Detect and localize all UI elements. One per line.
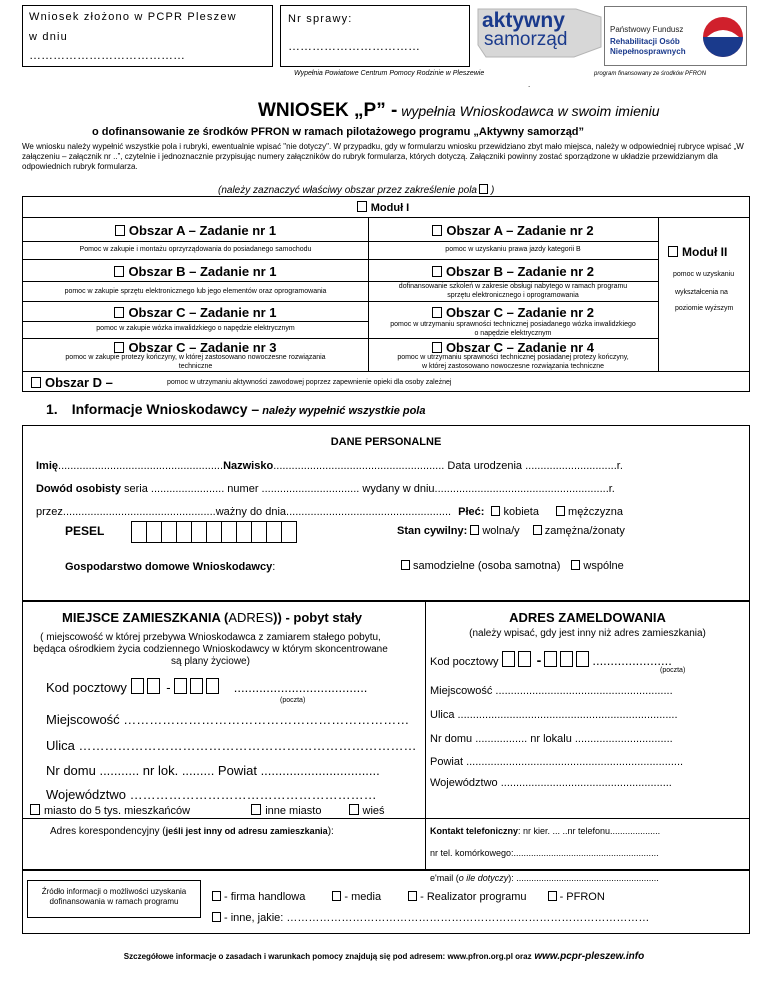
area-c-task4-checkbox[interactable]	[432, 342, 442, 353]
area-c-task3-desc: pomoc w zakupie protezy kończyny, w której zastosowano nowoczesne rozwiązania techniczne	[65, 354, 326, 370]
residence-voivodeship-field[interactable]: Województwo …………………………………………………	[46, 787, 377, 802]
registration-heading: ADRES ZAMELDOWANIA	[509, 610, 666, 625]
postcode-digit[interactable]	[206, 678, 219, 694]
name-field[interactable]: ......................................................	[58, 460, 224, 472]
postcode-digit[interactable]	[518, 651, 531, 667]
registration-county-field[interactable]: Powiat .......................................................................	[430, 756, 684, 768]
household-row[interactable]: samodzielne (osoba samotna) wspólne	[401, 560, 624, 572]
area-b-task1-checkbox[interactable]	[114, 266, 124, 277]
residence-desc: ( miejscowość w której przebywa Wnioskodawca z zamiarem stałego pobytu, będąca ośrodkiem życia codziennego Wnioskodawcy w którym skoncentrowane są plany życiowe)	[33, 632, 388, 667]
pfron-line2: Rehabilitacji Osób	[610, 37, 680, 46]
registration-house-field[interactable]: Nr domu ................. nr lokalu ................................	[430, 733, 673, 745]
area-b-task1[interactable]: Obszar B – Zadanie nr 1	[23, 264, 368, 279]
area-b-task2-checkbox[interactable]	[432, 266, 442, 277]
form-title-italic: wypełnia Wnioskodawca w swoim imieniu	[397, 103, 660, 119]
residence-post-field[interactable]: .....................................	[233, 680, 368, 695]
module2-desc2: wykształcenia na	[675, 289, 728, 296]
area-b-task2-desc: dofinansowanie szkoleń w zakresie obsługi nabytego w ramach programu sprzętu elektronicznego i oprogramowania	[398, 283, 628, 299]
area-c-task3-checkbox[interactable]	[114, 342, 124, 353]
checkbox-example-icon	[479, 184, 488, 194]
form-subtitle: o dofinansowanie ze środków PFRON w ramach pilotażowego programu „Aktywny samorząd”	[92, 126, 585, 138]
town-small-checkbox[interactable]	[30, 804, 40, 815]
civil-married-checkbox[interactable]	[533, 525, 542, 535]
civil-status-row[interactable]: Stan cywilny: wolna/y zamężna/żonaty	[397, 525, 625, 537]
residence-postcode-row[interactable]: Kod pocztowy - .....................................	[46, 680, 368, 695]
area-a-task2-checkbox[interactable]	[432, 225, 442, 236]
personal-data-box	[22, 425, 750, 601]
area-a-task2-desc: pomoc w uzyskaniu prawa jazdy kategorii B	[445, 246, 581, 253]
postcode-digit[interactable]	[502, 651, 515, 667]
modules-table	[22, 196, 750, 392]
area-c-task2-checkbox[interactable]	[432, 307, 442, 318]
postcode-digit[interactable]	[131, 678, 144, 694]
source-pfron-checkbox[interactable]	[548, 891, 557, 901]
area-c-task4-desc: pomoc w utrzymaniu sprawności technicznej posiadanej protezy kończyny, w której zastosowano nowoczesne rozwiązania techniczne	[397, 354, 629, 370]
postcode-digit[interactable]	[174, 678, 187, 694]
residence-street-field[interactable]: Ulica ……………………………………………………………………	[46, 738, 417, 753]
civil-single-checkbox[interactable]	[470, 525, 479, 535]
module1-checkbox[interactable]	[357, 201, 367, 212]
birthdate-field[interactable]: Data urodzenia ..............................r.	[444, 460, 623, 472]
submitted-label: Wniosek złożono w PCPR Pleszew	[29, 11, 237, 23]
area-c-task4[interactable]: Obszar C – Zadanie nr 4	[368, 340, 658, 355]
sex-female-checkbox[interactable]	[491, 506, 500, 516]
personal-heading: DANE PERSONALNE	[330, 436, 442, 448]
source-label: Źródło informacji o możliwości uzyskania dofinansowania w ramach programu	[41, 887, 187, 906]
residence-post-caption: (poczta)	[280, 697, 306, 704]
footer-link[interactable]: www.pcpr-pleszew.info	[531, 951, 645, 962]
case-number-field[interactable]: ……………………………	[288, 39, 420, 53]
area-c-task3[interactable]: Obszar C – Zadanie nr 3	[23, 340, 368, 355]
issued-row[interactable]: przez..................................................ważny do dnia...................................................... Płeć: kobieta mężczyzna	[36, 506, 624, 518]
area-c-task2[interactable]: Obszar C – Zadanie nr 2	[368, 305, 658, 320]
registration-post-caption: (poczta)	[660, 667, 686, 674]
residence-heading: MIEJSCE ZAMIESZKANIA (ADRES)) - pobyt stały	[62, 610, 363, 625]
area-c-task1[interactable]: Obszar C – Zadanie nr 1	[23, 305, 368, 320]
area-d[interactable]: Obszar D –	[31, 375, 113, 390]
section1-heading: 1. Informacje Wnioskodawcy – należy wypełnić wszystkie pola	[46, 401, 426, 417]
source-realizator-checkbox[interactable]	[408, 891, 417, 901]
registration-city-field[interactable]: Miejscowość ..........................................................	[430, 685, 673, 697]
postcode-digit[interactable]	[544, 651, 557, 667]
postcode-digit[interactable]	[560, 651, 573, 667]
area-c-task2-desc: pomoc w utrzymaniu sprawności technicznej posiadanego wózka inwalidzkiego o napędzie elektrycznym	[390, 321, 636, 337]
id-row[interactable]: Dowód osobisty seria ........................ numer ................................ wydany w dniu.........................................................r.	[36, 483, 615, 495]
pfron-emblem-icon	[701, 15, 745, 59]
source-media-checkbox[interactable]	[332, 891, 341, 901]
surname-field[interactable]: ........................................................	[273, 460, 445, 472]
registration-voivodeship-field[interactable]: Województwo ........................................................	[430, 777, 672, 789]
area-a-task1-desc: Pomoc w zakupie i montażu oprzyrządowania do posiadanego samochodu	[79, 246, 312, 253]
id-series-field[interactable]: seria ........................ numer ................................ wydany w dniu.........................................................r.	[120, 483, 615, 495]
correspondence-label: Adres korespondencyjny (jeśli jest inny od adresu zamieszkania):	[50, 826, 334, 837]
footer: Szczegółowe informacje o zasadach i warunkach pomocy znajdują się pod adresem: www.pfron.org.pl oraz www.pcpr-pleszew.info	[123, 951, 645, 962]
registration-street-field[interactable]: Ulica ........................................................................	[430, 709, 678, 721]
module2-checkbox[interactable]	[668, 246, 678, 257]
area-c-task1-checkbox[interactable]	[114, 307, 124, 318]
logo-text-samorzad: samorząd	[484, 29, 568, 50]
aktywny-samorzad-logo	[476, 7, 596, 52]
source-other-checkbox[interactable]	[212, 912, 221, 922]
module1-option[interactable]: Moduł I	[23, 201, 743, 214]
postcode-digit[interactable]	[576, 651, 589, 667]
source-label-box	[27, 880, 201, 918]
pesel-label: PESEL	[65, 524, 105, 538]
area-a-task2[interactable]: Obszar A – Zadanie nr 2	[368, 223, 658, 238]
source-other-row[interactable]: - inne, jakie: ………………………………………………………………………………………	[212, 912, 649, 924]
area-b-task1-desc: pomoc w zakupie sprzętu elektronicznego lub jego elementów oraz oprogramowania	[64, 288, 327, 295]
household-alone-checkbox[interactable]	[401, 560, 410, 570]
source-other-field[interactable]: ………………………………………………………………………………………	[283, 912, 650, 924]
postcode-digit[interactable]	[190, 678, 203, 694]
area-b-task2[interactable]: Obszar B – Zadanie nr 2	[368, 264, 658, 279]
mark-note: (należy zaznaczyć właściwy obszar przez zakreślenie pola )	[218, 185, 495, 196]
intro-text: We wniosku należy wypełnić wszystkie pola i rubryki, ewentualnie wpisać "nie dotyczy". W przypadku, gdy w formularzu wniosku przewidziano zbyt mało miejsca, należy w odpowiedniej rubryce wpisać „W załączeniu – załącznik nr ..”, czytelnie i jednoznacznie przypisując numery załączników do rubryk formularza, których dotyczą. Załączniki powinny zostać sporządzone w układzie przewidzianym dla odpowiednich rubryk formularza.	[22, 142, 744, 171]
separator-dot: .	[528, 80, 531, 89]
residence-city-field[interactable]: Miejscowość …………………………………………………………	[46, 712, 410, 727]
case-label: Nr sprawy:	[288, 13, 353, 25]
date-field[interactable]: …………………………………	[29, 48, 185, 62]
pfron-logo	[604, 6, 747, 66]
name-row[interactable]: Imię......................................................Nazwisko........................................................ Data urodzenia ..............................r.	[36, 460, 623, 472]
program-note: program finansowany ze środków PFRON	[594, 71, 707, 77]
area-a-task1-checkbox[interactable]	[115, 225, 125, 236]
filled-by-note: Wypełnia Powiatowe Centrum Pomocy Rodzinie w Pleszewie	[294, 70, 485, 77]
village-checkbox[interactable]	[349, 804, 359, 815]
residence-house-field[interactable]: Nr domu ........... nr lok. ......... Powiat .................................	[46, 763, 380, 778]
logo-text-aktywny: aktywny	[482, 9, 565, 32]
registration-post-field[interactable]: ......................	[592, 653, 672, 668]
module2-desc1: pomoc w uzyskaniu	[673, 271, 735, 278]
form-title-main: WNIOSEK „P” -	[258, 100, 398, 121]
pesel-field[interactable]	[132, 521, 297, 548]
day-label: w dniu	[29, 31, 68, 43]
issued-by-field[interactable]: przez..................................................ważny do dnia......................................................	[36, 506, 452, 518]
area-a-task1[interactable]: Obszar A – Zadanie nr 1	[23, 223, 368, 238]
area-c-task1-desc: pomoc w zakupie wózka inwalidzkiego o napędzie elektrycznym	[96, 325, 295, 332]
submission-box	[22, 5, 273, 67]
registration-postcode-row[interactable]: Kod pocztowy - ......................	[430, 652, 672, 668]
source-firm-checkbox[interactable]	[212, 891, 221, 901]
mobile-field[interactable]: nr tel. komórkowego:..........................................................	[430, 848, 659, 858]
module2-desc3: poziomie wyższym	[675, 305, 734, 312]
case-number-box	[280, 5, 470, 67]
source-options-row[interactable]: - firma handlowa - media - Realizator programu - PFRON	[212, 891, 605, 903]
locality-type-row[interactable]: miasto do 5 tys. mieszkańców inne miasto wieś	[30, 804, 385, 817]
area-d-checkbox[interactable]	[31, 377, 41, 388]
pfron-line1: Państwowy Fundusz	[610, 25, 684, 34]
phone-field[interactable]: Kontakt telefoniczny: nr kier. ... ..nr telefonu....................	[430, 826, 661, 836]
email-field[interactable]: e'mail (o ile dotyczy): .........................................................	[430, 873, 659, 883]
registration-note: (należy wpisać, gdy jest inny niż adres zamieszkania)	[469, 628, 706, 639]
household-label: Gospodarstwo domowe Wnioskodawcy:	[65, 561, 276, 573]
postcode-digit[interactable]	[147, 678, 160, 694]
pfron-line3: Niepełnosprawnych	[610, 47, 686, 56]
sex-male-checkbox[interactable]	[556, 506, 565, 516]
form-title	[258, 100, 660, 122]
household-shared-checkbox[interactable]	[571, 560, 580, 570]
module2-option[interactable]: Moduł II	[668, 245, 727, 259]
town-other-checkbox[interactable]	[251, 804, 261, 815]
area-d-desc: pomoc w utrzymaniu aktywności zawodowej poprzez zapewnienie opieki dla osoby zależnej	[167, 379, 452, 386]
